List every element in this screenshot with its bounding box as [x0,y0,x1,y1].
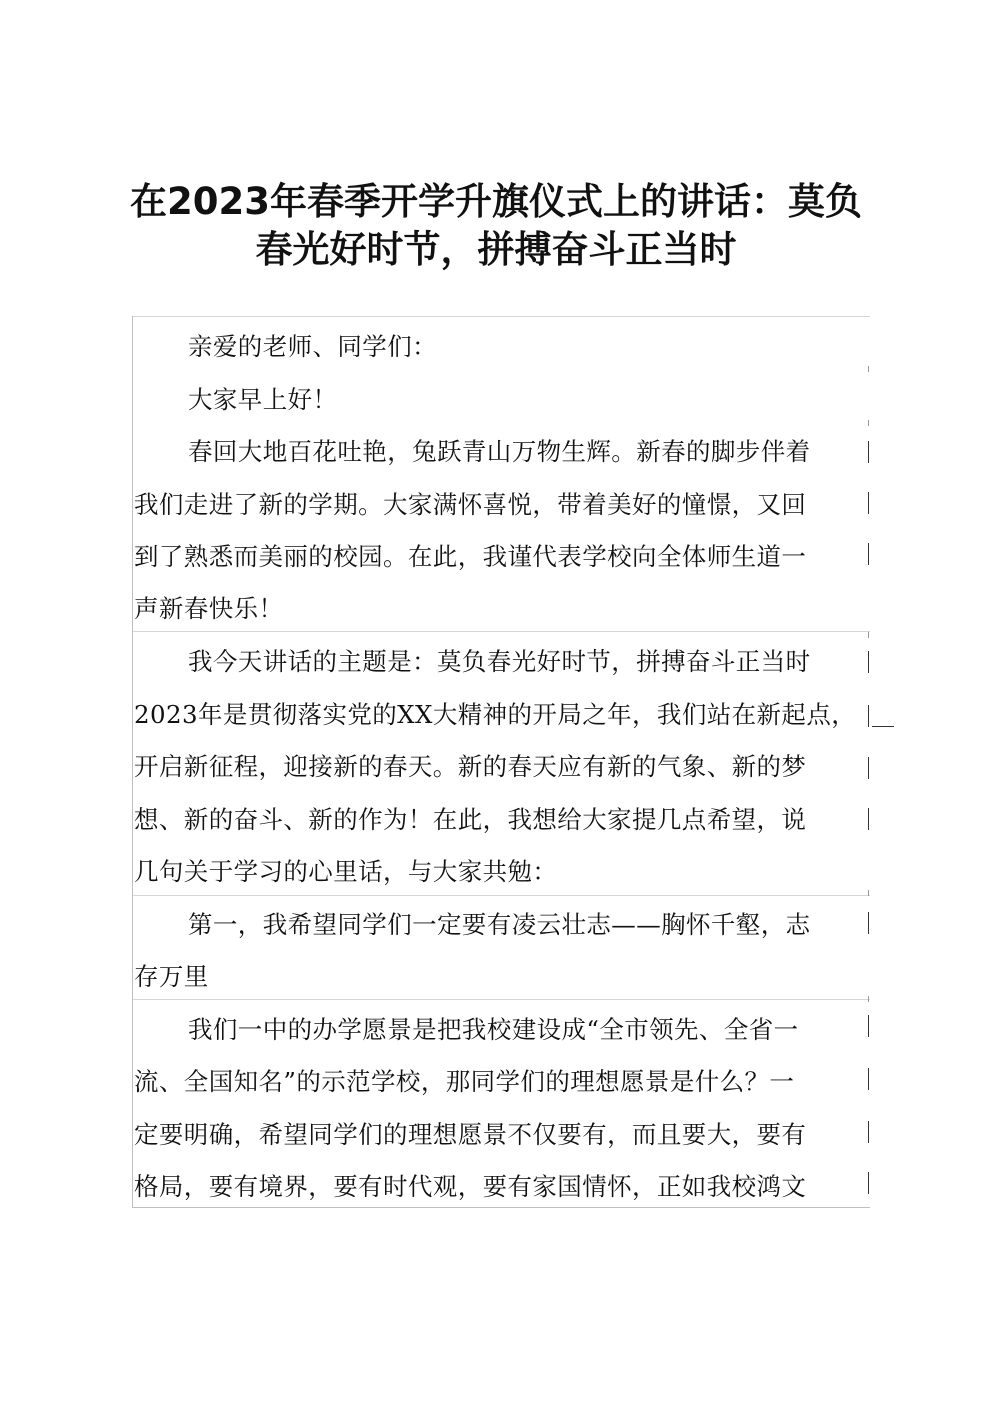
body-line: 开启新征程，迎接新的春天。新的春天应有新的气象、新的梦 [134,752,807,781]
paragraph-divider [133,895,870,896]
body-line: 流、全国知名”的示范学校，那同学们的理想愿景是什么？一 [134,1067,795,1096]
salutation: 亲爱的老师、同学们： [188,332,437,361]
body-line: 我今天讲话的主题是：莫负春光好时节，拼搏奋斗正当时 [188,647,811,676]
body-line: 我们走进了新的学期。大家满怀喜悦，带着美好的憧憬，又回 [134,490,807,519]
margin-mark [868,890,869,896]
margin-mark [868,366,869,372]
body-line: 2023年是贯彻落实党的XX大精神的开局之年，我们站在新起点， [134,700,857,729]
body-line: 几句关于学习的心里话，与大家共勉： [134,857,558,886]
body-line: 春回大地百花吐艳，兔跃青山万物生辉。新春的脚步伴着 [188,437,811,466]
paragraph-divider [133,631,870,632]
greeting: 大家早上好！ [188,385,338,414]
frame-bottom-border [133,1207,870,1208]
body-line: 声新春快乐！ [134,594,284,623]
line-end-mark [872,726,894,727]
body-line: 想、新的奋斗、新的作为！在此，我想给大家提几点希望，说 [134,805,807,834]
document-title [60,178,932,274]
section-heading-line: 存万里 [134,962,209,991]
body-line: 定要明确，希望同学们的理想愿景不仅要有，而且要大，要有 [134,1120,807,1149]
margin-mark [868,996,869,1002]
title-line-2: 春光好时节，拼搏奋斗正当时 [255,228,737,271]
paragraph-divider [133,999,870,1000]
body-line: 我们一中的办学愿景是把我校建设成“全市领先、全省一 [188,1015,799,1044]
frame-top-border [133,316,870,317]
body-line: 到了熟悉而美丽的校园。在此，我谨代表学校向全体师生道一 [134,542,807,571]
margin-mark [868,632,869,638]
section-heading-line: 第一，我希望同学们一定要有凌云壮志——胸怀千壑，志 [188,910,811,939]
margin-mark [868,420,869,426]
body-line: 格局，要有境界，要有时代观，要有家国情怀，正如我校鸿文 [134,1172,807,1201]
title-line-1: 在2023年春季开学升旗仪式上的讲话：莫负 [130,180,862,223]
